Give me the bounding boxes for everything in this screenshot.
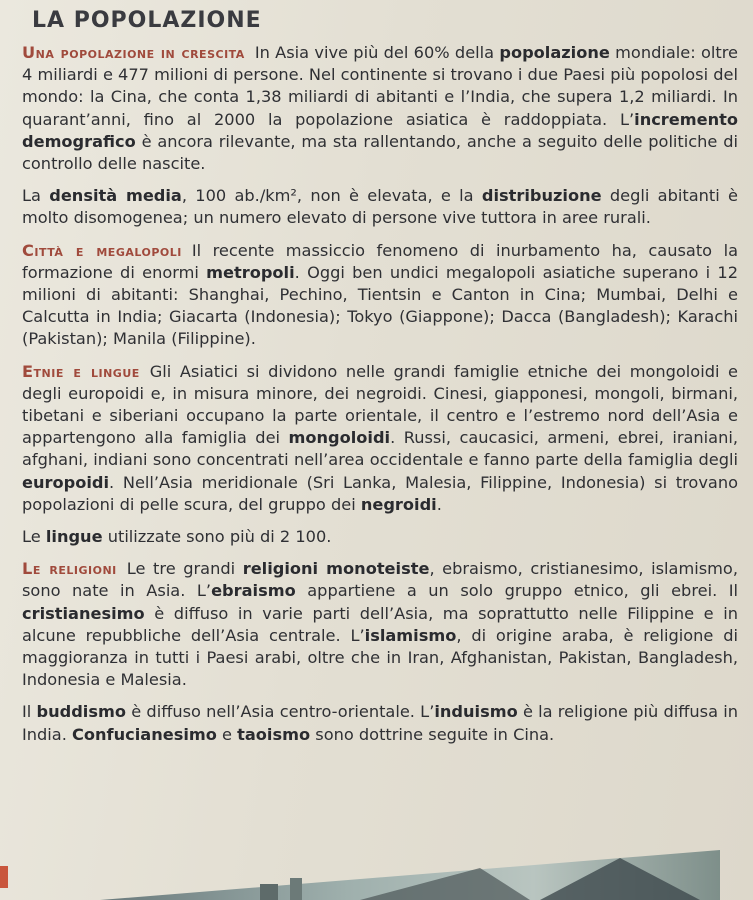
page-edge-tab xyxy=(0,866,8,888)
text-run: Il xyxy=(22,702,37,722)
section-heading: Città e megalopoli xyxy=(22,240,182,260)
bold-term: taoismo xyxy=(237,724,311,744)
paragraph xyxy=(22,526,738,548)
text-run: , di origine araba, è religione di maggioranza in tutti i Paesi arabi, oltre che in Iran, Afghanistan, Pakistan, Bangladesh, Indonesia e Malesia. xyxy=(22,625,738,690)
paragraph xyxy=(22,701,738,745)
paragraph xyxy=(22,185,738,229)
section-heading: Le religioni xyxy=(22,559,117,579)
bold-term: densità media xyxy=(49,186,182,206)
text-run: appartiene a un solo gruppo etnico, gli ebrei. Il xyxy=(295,581,739,601)
text-run: degli abitanti è molto disomogenea; un numero elevato di persone vive tuttora in aree rurali. xyxy=(22,186,738,228)
bold-term: ebraismo xyxy=(211,581,296,601)
text-run: , 100 ab./km², non è elevata, e la xyxy=(181,186,482,206)
bold-term: metropoli xyxy=(206,262,295,282)
paragraph xyxy=(22,42,738,175)
text-run: In Asia vive più del 60% della xyxy=(254,43,500,62)
text-run: è diffuso in varie parti dell’Asia, ma soprattutto nelle Filippine e in alcune repubbliche dell’Asia centrale. L’ xyxy=(22,603,738,645)
text-run: Il recente massiccio fenomeno di inurbamento ha, causato la formazione di enormi xyxy=(22,240,738,282)
bold-term: induismo xyxy=(434,702,518,722)
bold-term: islamismo xyxy=(364,625,457,645)
text-run: sono dottrine seguite in Cina. xyxy=(310,724,555,744)
text-run: Gli Asiatici si dividono nelle grandi famiglie etniche dei mongoloidi e degli europoidi e, in misura minore, dei negroidi. Cinesi, giapponesi, mongoli, birmani, tibetani e siberiani occupano la parte orientale, il centro e l’estremo nord dell’Asia e appartengono alla famiglia dei xyxy=(22,361,738,448)
text-run: . xyxy=(436,494,442,514)
text-run: Le tre grandi xyxy=(126,559,243,579)
text-run: La xyxy=(22,186,50,206)
paragraph xyxy=(22,361,738,516)
bold-term: mongoloidi xyxy=(288,428,391,448)
text-run: mondiale: oltre 4 miliardi e 477 milioni di persone. Nel continente si trovano i due Paesi più popolosi del mondo: la Cina, che conta 1,38 miliardi di abitanti e l’India, che supera 1,2 miliardi. In quarant’anni, fino al 2000 la popolazione asiatica è raddoppiata. L’ xyxy=(22,43,738,129)
bold-term: lingue xyxy=(45,527,103,547)
text-run: utilizzate sono più di 2 100. xyxy=(102,527,332,547)
bold-term: popolazione xyxy=(499,43,610,62)
text-run: . Oggi ben undici megalopoli asiatiche superano i 12 milioni di abitanti: Shanghai, Pechino, Tientsin e Canton in Cina; Mumbai, Delhi e Calcutta in India; Giacarta (Indonesia); Tokyo (Giappone); Dacca (Bangladesh); Karachi (Pakistan); Manila (Filippine). xyxy=(22,262,738,349)
bold-term: buddismo xyxy=(36,702,126,722)
text-run: è diffuso nell’Asia centro-orientale. L’ xyxy=(125,702,435,722)
bold-term: cristianesimo xyxy=(22,603,145,623)
text-run: Le xyxy=(22,527,46,547)
page-title: LA POPOLAZIONE xyxy=(32,8,262,33)
text-run: . Russi, caucasici, armeni, ebrei, iraniani, afghani, indiani sono concentrati nell’area occidentale e fanno parte della famiglia degli xyxy=(22,428,738,470)
text-run: , ebraismo, cristianesimo, islamismo, sono nate in Asia. L’ xyxy=(22,559,738,601)
photo-strip xyxy=(60,848,720,900)
text-run: è la religione più diffusa in India. xyxy=(22,702,738,744)
bold-term: incremento demografico xyxy=(22,109,738,151)
section-heading: Etnie e lingue xyxy=(22,361,140,381)
text-run: è ancora rilevante, ma sta rallentando, anche a seguito delle politiche di controllo delle nascite. xyxy=(22,131,738,174)
section-heading: Una popolazione in crescita xyxy=(22,43,245,62)
bold-term: europoidi xyxy=(22,472,109,492)
bold-term: negroidi xyxy=(360,494,437,514)
text-run: . Nell’Asia meridionale (Sri Lanka, Malesia, Filippine, Indonesia) si trovano popolazioni di pelle scura, del gruppo dei xyxy=(22,472,738,514)
bold-term: distribuzione xyxy=(481,186,602,206)
text-run: e xyxy=(216,724,238,744)
bold-term: Confucianesimo xyxy=(72,724,217,744)
paragraph xyxy=(22,240,738,351)
bold-term: religioni monoteiste xyxy=(242,559,430,579)
paragraph xyxy=(22,558,738,691)
body-text xyxy=(22,42,738,756)
